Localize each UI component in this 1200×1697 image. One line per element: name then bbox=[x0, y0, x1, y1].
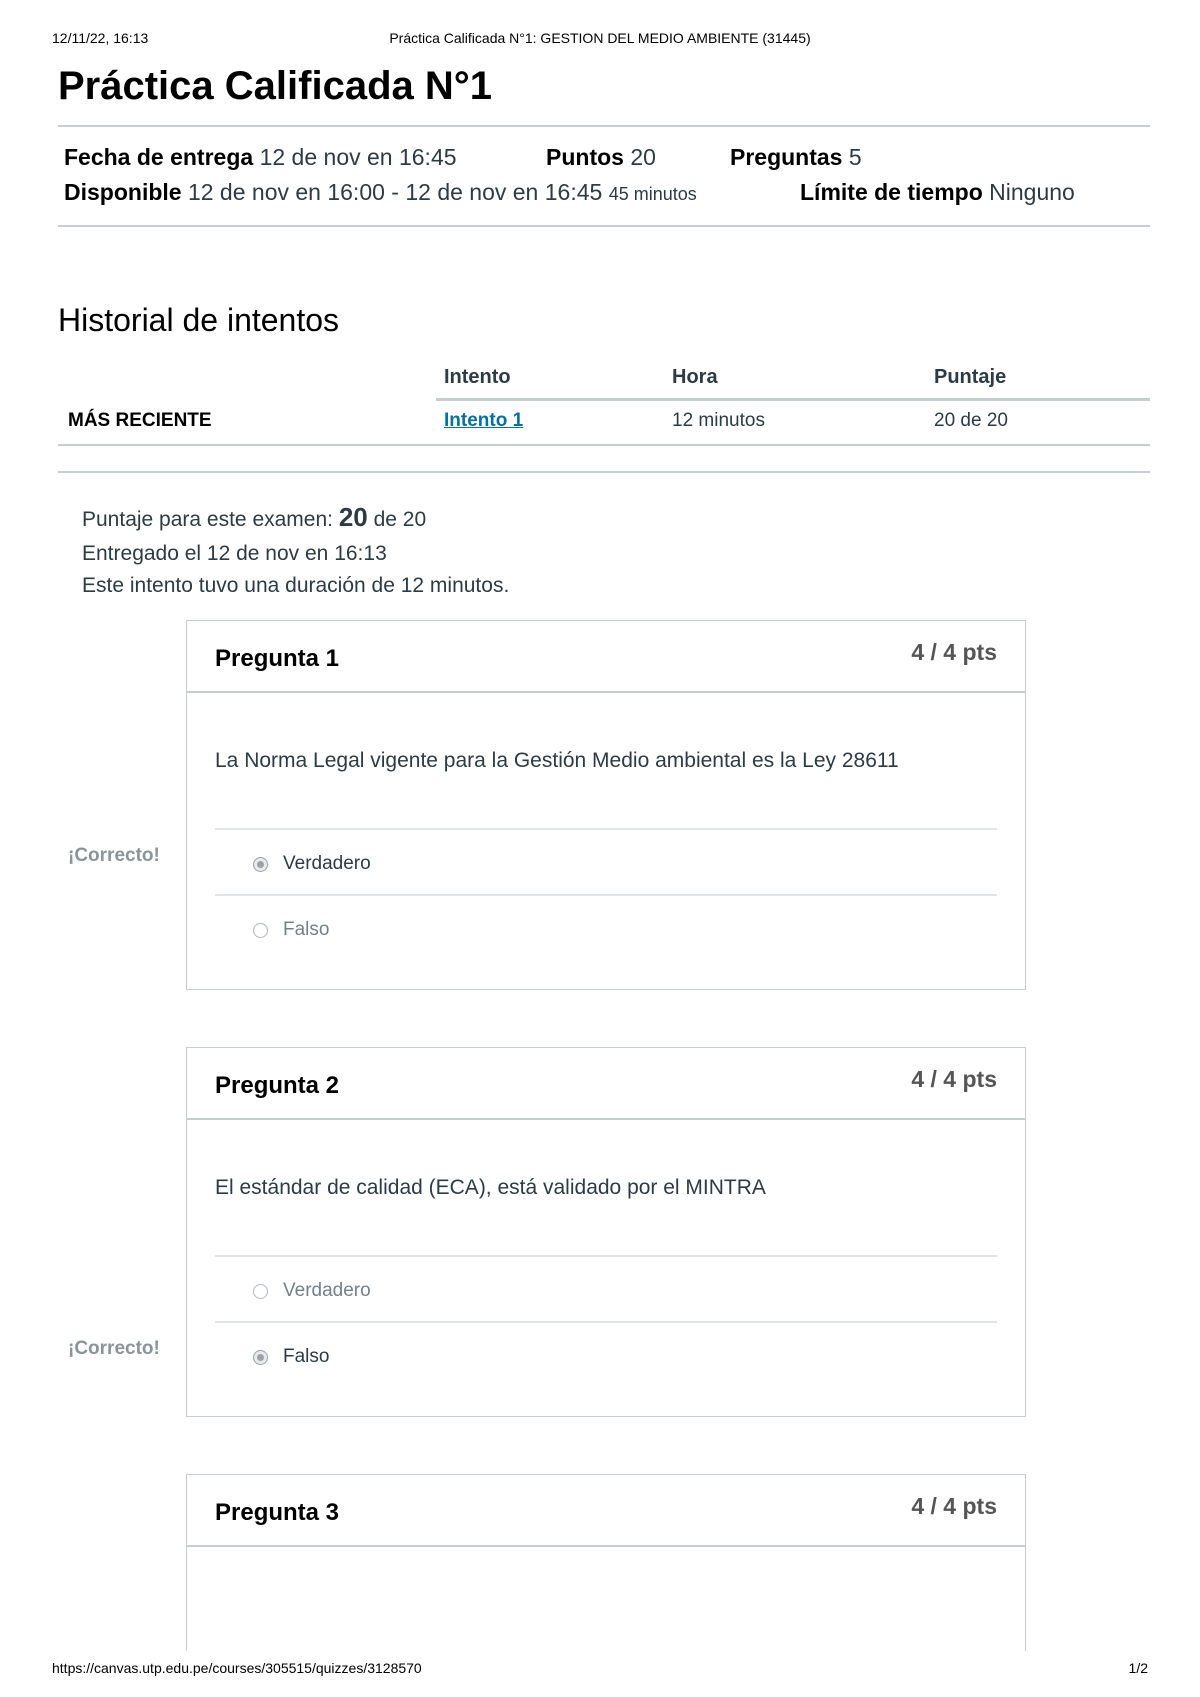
attempt-row-label: MÁS RECIENTE bbox=[68, 410, 212, 431]
answer-divider bbox=[215, 894, 997, 896]
answer-divider bbox=[215, 1255, 997, 1257]
time-limit-value: Ninguno bbox=[989, 179, 1075, 205]
answer-option[interactable] bbox=[253, 853, 371, 875]
question-3 bbox=[186, 1474, 1026, 1651]
print-document-title: Práctica Calificada N°1: GESTION DEL MEDIO AMBIENTE (31445) bbox=[389, 30, 811, 46]
radio-selected-icon[interactable] bbox=[253, 857, 268, 872]
table-header-divider bbox=[436, 398, 1150, 401]
exam-score-value: 20 bbox=[338, 502, 368, 532]
answer-divider bbox=[215, 828, 997, 830]
divider bbox=[58, 125, 1150, 127]
answer-divider bbox=[215, 1321, 997, 1323]
print-page-number: 1/2 bbox=[1128, 1660, 1148, 1676]
question-1 bbox=[186, 620, 1026, 990]
due-date-info bbox=[64, 144, 457, 171]
answer-option[interactable] bbox=[253, 1346, 329, 1368]
answer-option[interactable] bbox=[253, 1280, 371, 1302]
attempt-score: 20 de 20 bbox=[934, 410, 1008, 431]
questions-label: Preguntas bbox=[730, 144, 843, 170]
table-row-divider bbox=[58, 444, 1150, 446]
exam-score bbox=[82, 502, 426, 533]
correct-badge: ¡Correcto! bbox=[68, 845, 160, 866]
due-date-value: 12 de nov en 16:45 bbox=[259, 144, 457, 170]
print-datetime: 12/11/22, 16:13 bbox=[52, 30, 149, 46]
column-header-attempt: Intento bbox=[444, 366, 511, 388]
column-header-score: Puntaje bbox=[934, 366, 1007, 388]
question-points: 4 / 4 pts bbox=[911, 1493, 997, 1519]
availability-duration: 45 minutos bbox=[608, 184, 697, 204]
question-title: Pregunta 2 bbox=[215, 1072, 340, 1099]
questions-value: 5 bbox=[848, 144, 862, 170]
column-header-time: Hora bbox=[672, 366, 718, 388]
duration-text: Este intento tuvo una duración de 12 minutos. bbox=[82, 574, 510, 597]
question-points: 4 / 4 pts bbox=[911, 639, 997, 665]
attempt-1-link[interactable]: Intento 1 bbox=[444, 410, 524, 431]
submitted-text: Entregado el 12 de nov en 16:13 bbox=[82, 542, 387, 565]
answer-option[interactable] bbox=[253, 919, 329, 941]
availability-value: 12 de nov en 16:00 - 12 de nov en 16:45 bbox=[187, 179, 603, 205]
question-header bbox=[187, 1048, 1025, 1120]
radio-unselected-icon[interactable] bbox=[253, 923, 268, 938]
radio-unselected-icon[interactable] bbox=[253, 1284, 268, 1299]
questions-info bbox=[730, 144, 862, 171]
answer-label: Verdadero bbox=[283, 1280, 371, 1301]
due-date-label: Fecha de entrega bbox=[64, 144, 254, 170]
attempt-time: 12 minutos bbox=[672, 410, 765, 431]
question-header bbox=[187, 621, 1025, 693]
question-text: El estándar de calidad (ECA), está validado por el MINTRA bbox=[215, 1176, 766, 1199]
points-label: Puntos bbox=[546, 144, 624, 170]
question-text: La Norma Legal vigente para la Gestión Medio ambiental es la Ley 28611 bbox=[215, 749, 899, 772]
print-url: https://canvas.utp.edu.pe/courses/305515/quizzes/3128570 bbox=[52, 1660, 422, 1676]
availability-label: Disponible bbox=[64, 179, 182, 205]
question-points: 4 / 4 pts bbox=[911, 1066, 997, 1092]
question-2 bbox=[186, 1047, 1026, 1417]
question-header bbox=[187, 1475, 1025, 1547]
answer-label: Verdadero bbox=[283, 853, 371, 874]
exam-score-suffix: de 20 bbox=[373, 508, 427, 531]
correct-badge: ¡Correcto! bbox=[68, 1338, 160, 1359]
page-title: Práctica Calificada N°1 bbox=[58, 64, 492, 108]
answer-label: Falso bbox=[283, 1346, 330, 1367]
divider bbox=[58, 225, 1150, 227]
attempt-history-title: Historial de intentos bbox=[58, 302, 340, 338]
question-title: Pregunta 3 bbox=[215, 1499, 340, 1526]
time-limit-label: Límite de tiempo bbox=[800, 179, 983, 205]
availability-info bbox=[64, 179, 697, 206]
exam-score-prefix: Puntaje para este examen: bbox=[82, 508, 333, 531]
points-value: 20 bbox=[630, 144, 656, 170]
time-limit-info bbox=[800, 179, 1075, 206]
answer-label: Falso bbox=[283, 919, 330, 940]
divider bbox=[58, 471, 1150, 473]
question-title: Pregunta 1 bbox=[215, 645, 340, 672]
radio-selected-icon[interactable] bbox=[253, 1350, 268, 1365]
points-info bbox=[546, 144, 656, 171]
